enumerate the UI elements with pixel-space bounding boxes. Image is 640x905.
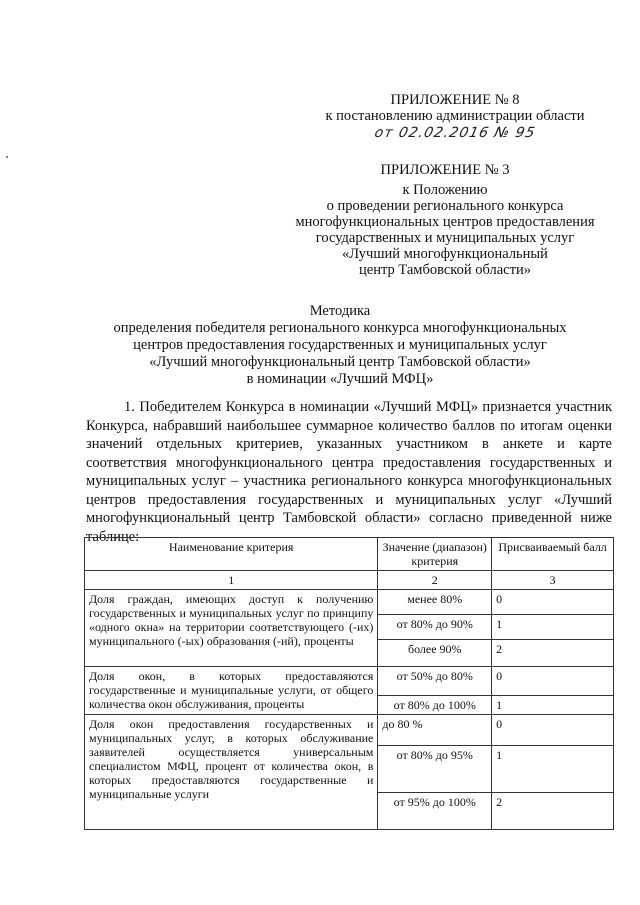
criterion-name: Доля окон предоставления государственных и муниципальных услуг, в которых обслуживание заявителей осуществляется универсальным специалистом МФЦ, процент от количества окон, в которых предоставляются государственные и муниципальные услуги: [85, 715, 378, 830]
criterion-value: более 90%: [378, 640, 492, 667]
criterion-value: от 80% до 100%: [378, 696, 492, 715]
criterion-score: 1: [492, 696, 614, 715]
criterion-value: менее 80%: [378, 590, 492, 615]
table-row: [85, 715, 614, 746]
criterion-value: до 80 %: [378, 715, 492, 746]
appendix-8-title: ПРИЛОЖЕНИЕ № 8: [390, 92, 520, 108]
criterion-name: Доля граждан, имеющих доступ к получению государственных и муниципальных услуг по принципу «одного окна» на территории соответствующего (-их) муниципального (-ых) образования (-ий), проценты: [85, 590, 378, 667]
handwritten-date-number: от 02.02.2016 № 95: [372, 125, 537, 141]
criterion-score: 1: [492, 746, 614, 793]
criteria-table: [84, 537, 614, 830]
header-criterion-name: Наименование критерия: [85, 538, 378, 571]
column-number: 3: [492, 571, 614, 590]
criterion-score: 2: [492, 793, 614, 830]
appendix-3-block: [270, 162, 620, 278]
criterion-score: 2: [492, 640, 614, 667]
table-row: [85, 667, 614, 696]
methodology-line: определения победителя регионального конкурса многофункциональных: [113, 320, 567, 336]
methodology-heading: [70, 303, 610, 388]
appendix-3-line: государственных и муниципальных услуг: [315, 230, 575, 246]
criterion-value: от 80% до 95%: [378, 746, 492, 793]
scan-speck: [6, 156, 8, 158]
methodology-line: в номинации «Лучший МФЦ»: [246, 371, 434, 387]
column-number: 1: [85, 571, 378, 590]
paragraph-1: 1. Победителем Конкурса в номинации «Лучший МФЦ» признается участник Конкурса, набравший наибольшее суммарное количество баллов по итогам оценки значений отдельных критериев, указанных участником в анкете и карте соответствия многофункционального центра предоставления государственных и муниципальных услуг – участника регионального конкурса многофункциональных центров предоставления государственных и муниципальных услуг «Лучший многофункциональный центр Тамбовской области» согласно приведенной ниже таблице:: [86, 399, 612, 545]
header-score: Присваиваемый балл: [492, 538, 614, 571]
table-row: [85, 590, 614, 615]
criterion-score: 0: [492, 590, 614, 615]
table-header-row: [85, 538, 614, 571]
appendix-3-line: о проведении регионального конкурса: [326, 198, 564, 214]
appendix-8-subtitle: к постановлению администрации области: [325, 108, 585, 124]
column-number: 2: [378, 571, 492, 590]
appendix-3-line: многофункциональных центров предоставления: [295, 214, 595, 230]
methodology-line: «Лучший многофункциональный центр Тамбовской области»: [149, 354, 531, 370]
methodology-title: Методика: [309, 303, 371, 319]
criterion-value: от 95% до 100%: [378, 793, 492, 830]
criterion-name: Доля окон, в которых предоставляются государственные и муниципальные услуги, от общего количества окон обслуживания, проценты: [85, 667, 378, 715]
criterion-value: от 80% до 90%: [378, 615, 492, 640]
header-criterion-value: Значение (диапазон) критерия: [378, 538, 492, 571]
methodology-line: центров предоставления государственных и муниципальных услуг: [133, 337, 547, 353]
table-number-row: [85, 571, 614, 590]
criterion-value: от 50% до 80%: [378, 667, 492, 696]
criterion-score: 0: [492, 667, 614, 696]
appendix-8-block: [290, 92, 620, 141]
appendix-3-line: «Лучший многофункциональный: [342, 246, 548, 262]
appendix-3-line: центр Тамбовской области»: [359, 262, 531, 278]
appendix-3-title: ПРИЛОЖЕНИЕ № 3: [380, 162, 510, 178]
criterion-score: 1: [492, 615, 614, 640]
appendix-3-line: к Положению: [402, 182, 488, 198]
criterion-score: 0: [492, 715, 614, 746]
